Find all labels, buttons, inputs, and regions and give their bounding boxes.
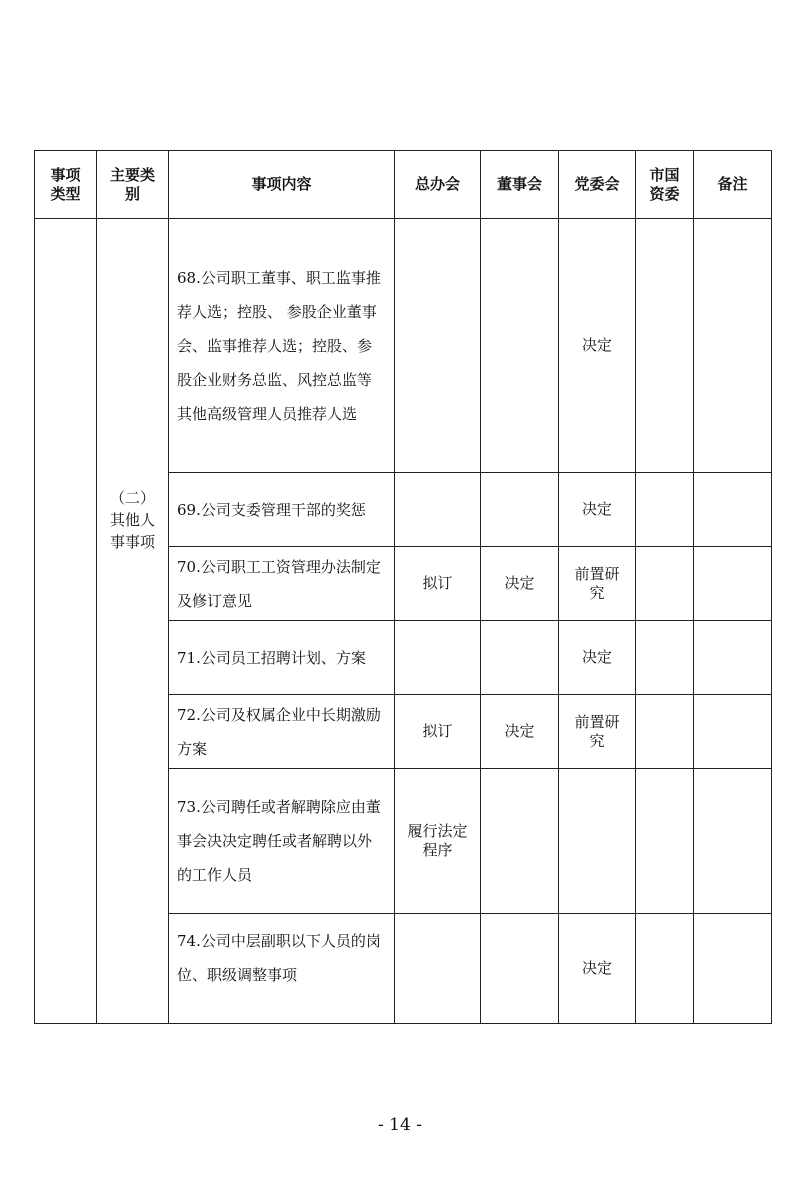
general-office-cell: 履行法定 程序 bbox=[395, 769, 481, 914]
party-committee-cell bbox=[559, 769, 636, 914]
remarks-cell bbox=[694, 914, 772, 1024]
table-row bbox=[35, 219, 772, 473]
general-office-cell: 拟订 bbox=[395, 695, 481, 769]
sasac-cell bbox=[636, 769, 694, 914]
party-committee-cell: 决定 bbox=[559, 914, 636, 1024]
matter-content-cell: 70.公司职工工资管理办法制定及修订意见 bbox=[169, 547, 395, 621]
board-cell bbox=[481, 219, 559, 473]
header-remarks: 备注 bbox=[694, 151, 772, 219]
header-party-committee: 党委会 bbox=[559, 151, 636, 219]
matter-content-cell: 71.公司员工招聘计划、方案 bbox=[169, 621, 395, 695]
remarks-cell bbox=[694, 621, 772, 695]
board-cell bbox=[481, 621, 559, 695]
matter-content-cell: 73.公司聘任或者解聘除应由董事会决决定聘任或者解聘以外的工作人员 bbox=[169, 769, 395, 914]
sasac-cell bbox=[636, 914, 694, 1024]
board-cell bbox=[481, 473, 559, 547]
party-committee-cell: 前置研 究 bbox=[559, 547, 636, 621]
header-board-of-directors: 董事会 bbox=[481, 151, 559, 219]
sasac-cell bbox=[636, 695, 694, 769]
sasac-cell bbox=[636, 473, 694, 547]
matter-type-cell bbox=[35, 219, 97, 1024]
header-municipal-sasac: 市国 资委 bbox=[636, 151, 694, 219]
party-committee-cell: 前置研 究 bbox=[559, 695, 636, 769]
header-matter-type: 事项 类型 bbox=[35, 151, 97, 219]
page-number: - 14 - bbox=[378, 1115, 422, 1135]
general-office-cell bbox=[395, 621, 481, 695]
sasac-cell bbox=[636, 219, 694, 473]
main-category-cell: （二） 其他人 事事项 bbox=[97, 219, 169, 1024]
decision-matrix-table bbox=[34, 150, 772, 1024]
matter-content-cell: 68.公司职工董事、职工监事推荐人选；控股、 参股企业董事会、监事推荐人选；控股、参股企业财务总监、风控总监等其他高级管理人员推荐人选 bbox=[169, 219, 395, 473]
remarks-cell bbox=[694, 547, 772, 621]
remarks-cell bbox=[694, 695, 772, 769]
board-cell: 决定 bbox=[481, 695, 559, 769]
general-office-cell bbox=[395, 219, 481, 473]
remarks-cell bbox=[694, 769, 772, 914]
table-header-row bbox=[35, 151, 772, 219]
party-committee-cell: 决定 bbox=[559, 621, 636, 695]
remarks-cell bbox=[694, 219, 772, 473]
matter-content-cell: 69.公司支委管理干部的奖惩 bbox=[169, 473, 395, 547]
header-matter-content: 事项内容 bbox=[169, 151, 395, 219]
party-committee-cell: 决定 bbox=[559, 473, 636, 547]
remarks-cell bbox=[694, 473, 772, 547]
general-office-cell bbox=[395, 473, 481, 547]
board-cell: 决定 bbox=[481, 547, 559, 621]
sasac-cell bbox=[636, 621, 694, 695]
general-office-cell bbox=[395, 914, 481, 1024]
matter-content-cell: 72.公司及权属企业中长期激励方案 bbox=[169, 695, 395, 769]
general-office-cell: 拟订 bbox=[395, 547, 481, 621]
board-cell bbox=[481, 914, 559, 1024]
matter-content-cell: 74.公司中层副职以下人员的岗位、职级调整事项 bbox=[169, 914, 395, 1024]
header-general-office-meeting: 总办会 bbox=[395, 151, 481, 219]
board-cell bbox=[481, 769, 559, 914]
sasac-cell bbox=[636, 547, 694, 621]
header-main-category: 主要类 别 bbox=[97, 151, 169, 219]
party-committee-cell: 决定 bbox=[559, 219, 636, 473]
